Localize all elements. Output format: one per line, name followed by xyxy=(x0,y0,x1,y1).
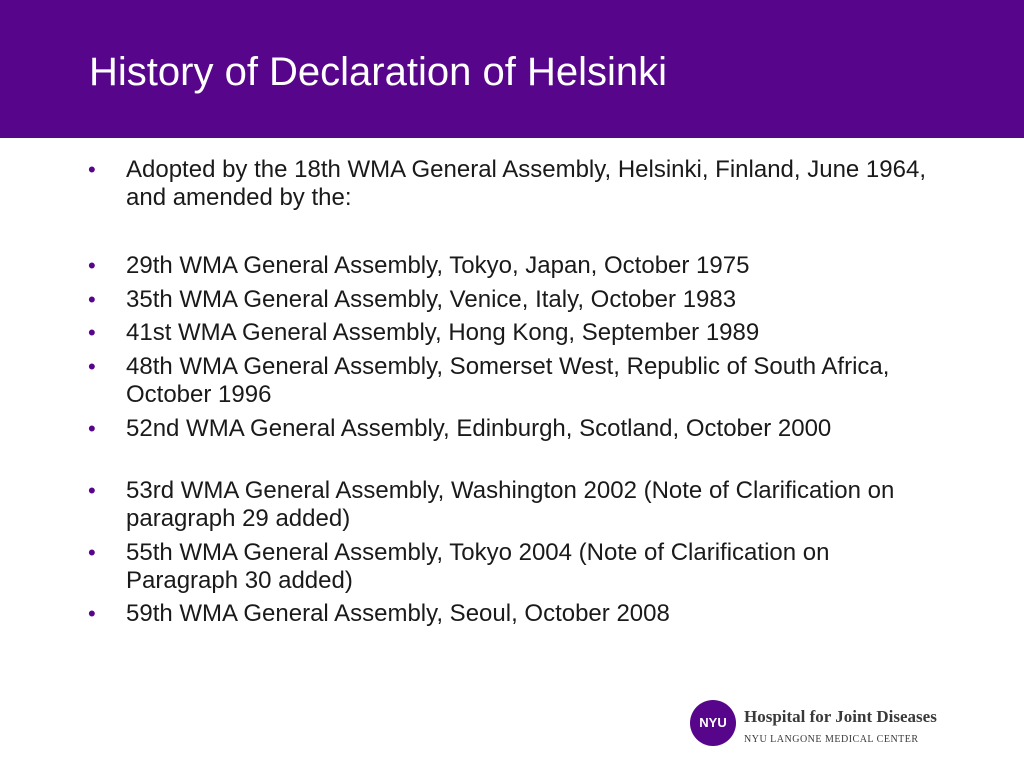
bullet-icon: • xyxy=(88,416,96,441)
bullet-icon: • xyxy=(88,253,96,278)
bullet-icon: • xyxy=(88,540,96,565)
list-item xyxy=(88,252,948,280)
nyu-logo-icon: NYU xyxy=(690,700,736,746)
bullet-text: 35th WMA General Assembly, Venice, Italy, October 1983 xyxy=(126,286,737,313)
bullet-text: 48th WMA General Assembly, Somerset West, Republic of South Africa, October 1996 xyxy=(126,353,890,408)
title-bar xyxy=(0,0,1024,138)
bullet-icon: • xyxy=(88,157,96,182)
list-item xyxy=(88,319,948,347)
bullet-icon: • xyxy=(88,354,96,379)
slide-title: History of Declaration of Helsinki xyxy=(89,50,667,94)
bullet-text: 59th WMA General Assembly, Seoul, October 2008 xyxy=(126,600,670,627)
list-item xyxy=(88,477,948,533)
list-item xyxy=(88,156,948,212)
list-item xyxy=(88,415,948,443)
bullet-text: 55th WMA General Assembly, Tokyo 2004 (Note of Clarification on Paragraph 30 added) xyxy=(126,539,830,594)
bullet-text: 52nd WMA General Assembly, Edinburgh, Scotland, October 2000 xyxy=(126,415,832,442)
bullet-icon: • xyxy=(88,287,96,312)
bullet-icon: • xyxy=(88,601,96,626)
bullet-text: 53rd WMA General Assembly, Washington 2002 (Note of Clarification on paragraph 29 added) xyxy=(126,477,895,532)
logo-subtitle: NYU LANGONE MEDICAL CENTER xyxy=(744,734,919,745)
hospital-logo xyxy=(690,698,960,754)
bullet-text: 41st WMA General Assembly, Hong Kong, September 1989 xyxy=(126,319,760,346)
bullet-text: Adopted by the 18th WMA General Assembly, Helsinki, Finland, June 1964, and amended by the: xyxy=(126,156,926,211)
list-item xyxy=(88,600,948,628)
bullet-text: 29th WMA General Assembly, Tokyo, Japan, October 1975 xyxy=(126,252,750,279)
bullet-icon: • xyxy=(88,320,96,345)
list-item xyxy=(88,286,948,314)
list-item xyxy=(88,353,948,409)
logo-name: Hospital for Joint Diseases xyxy=(744,707,937,726)
list-item xyxy=(88,539,948,595)
bullet-icon: • xyxy=(88,478,96,503)
